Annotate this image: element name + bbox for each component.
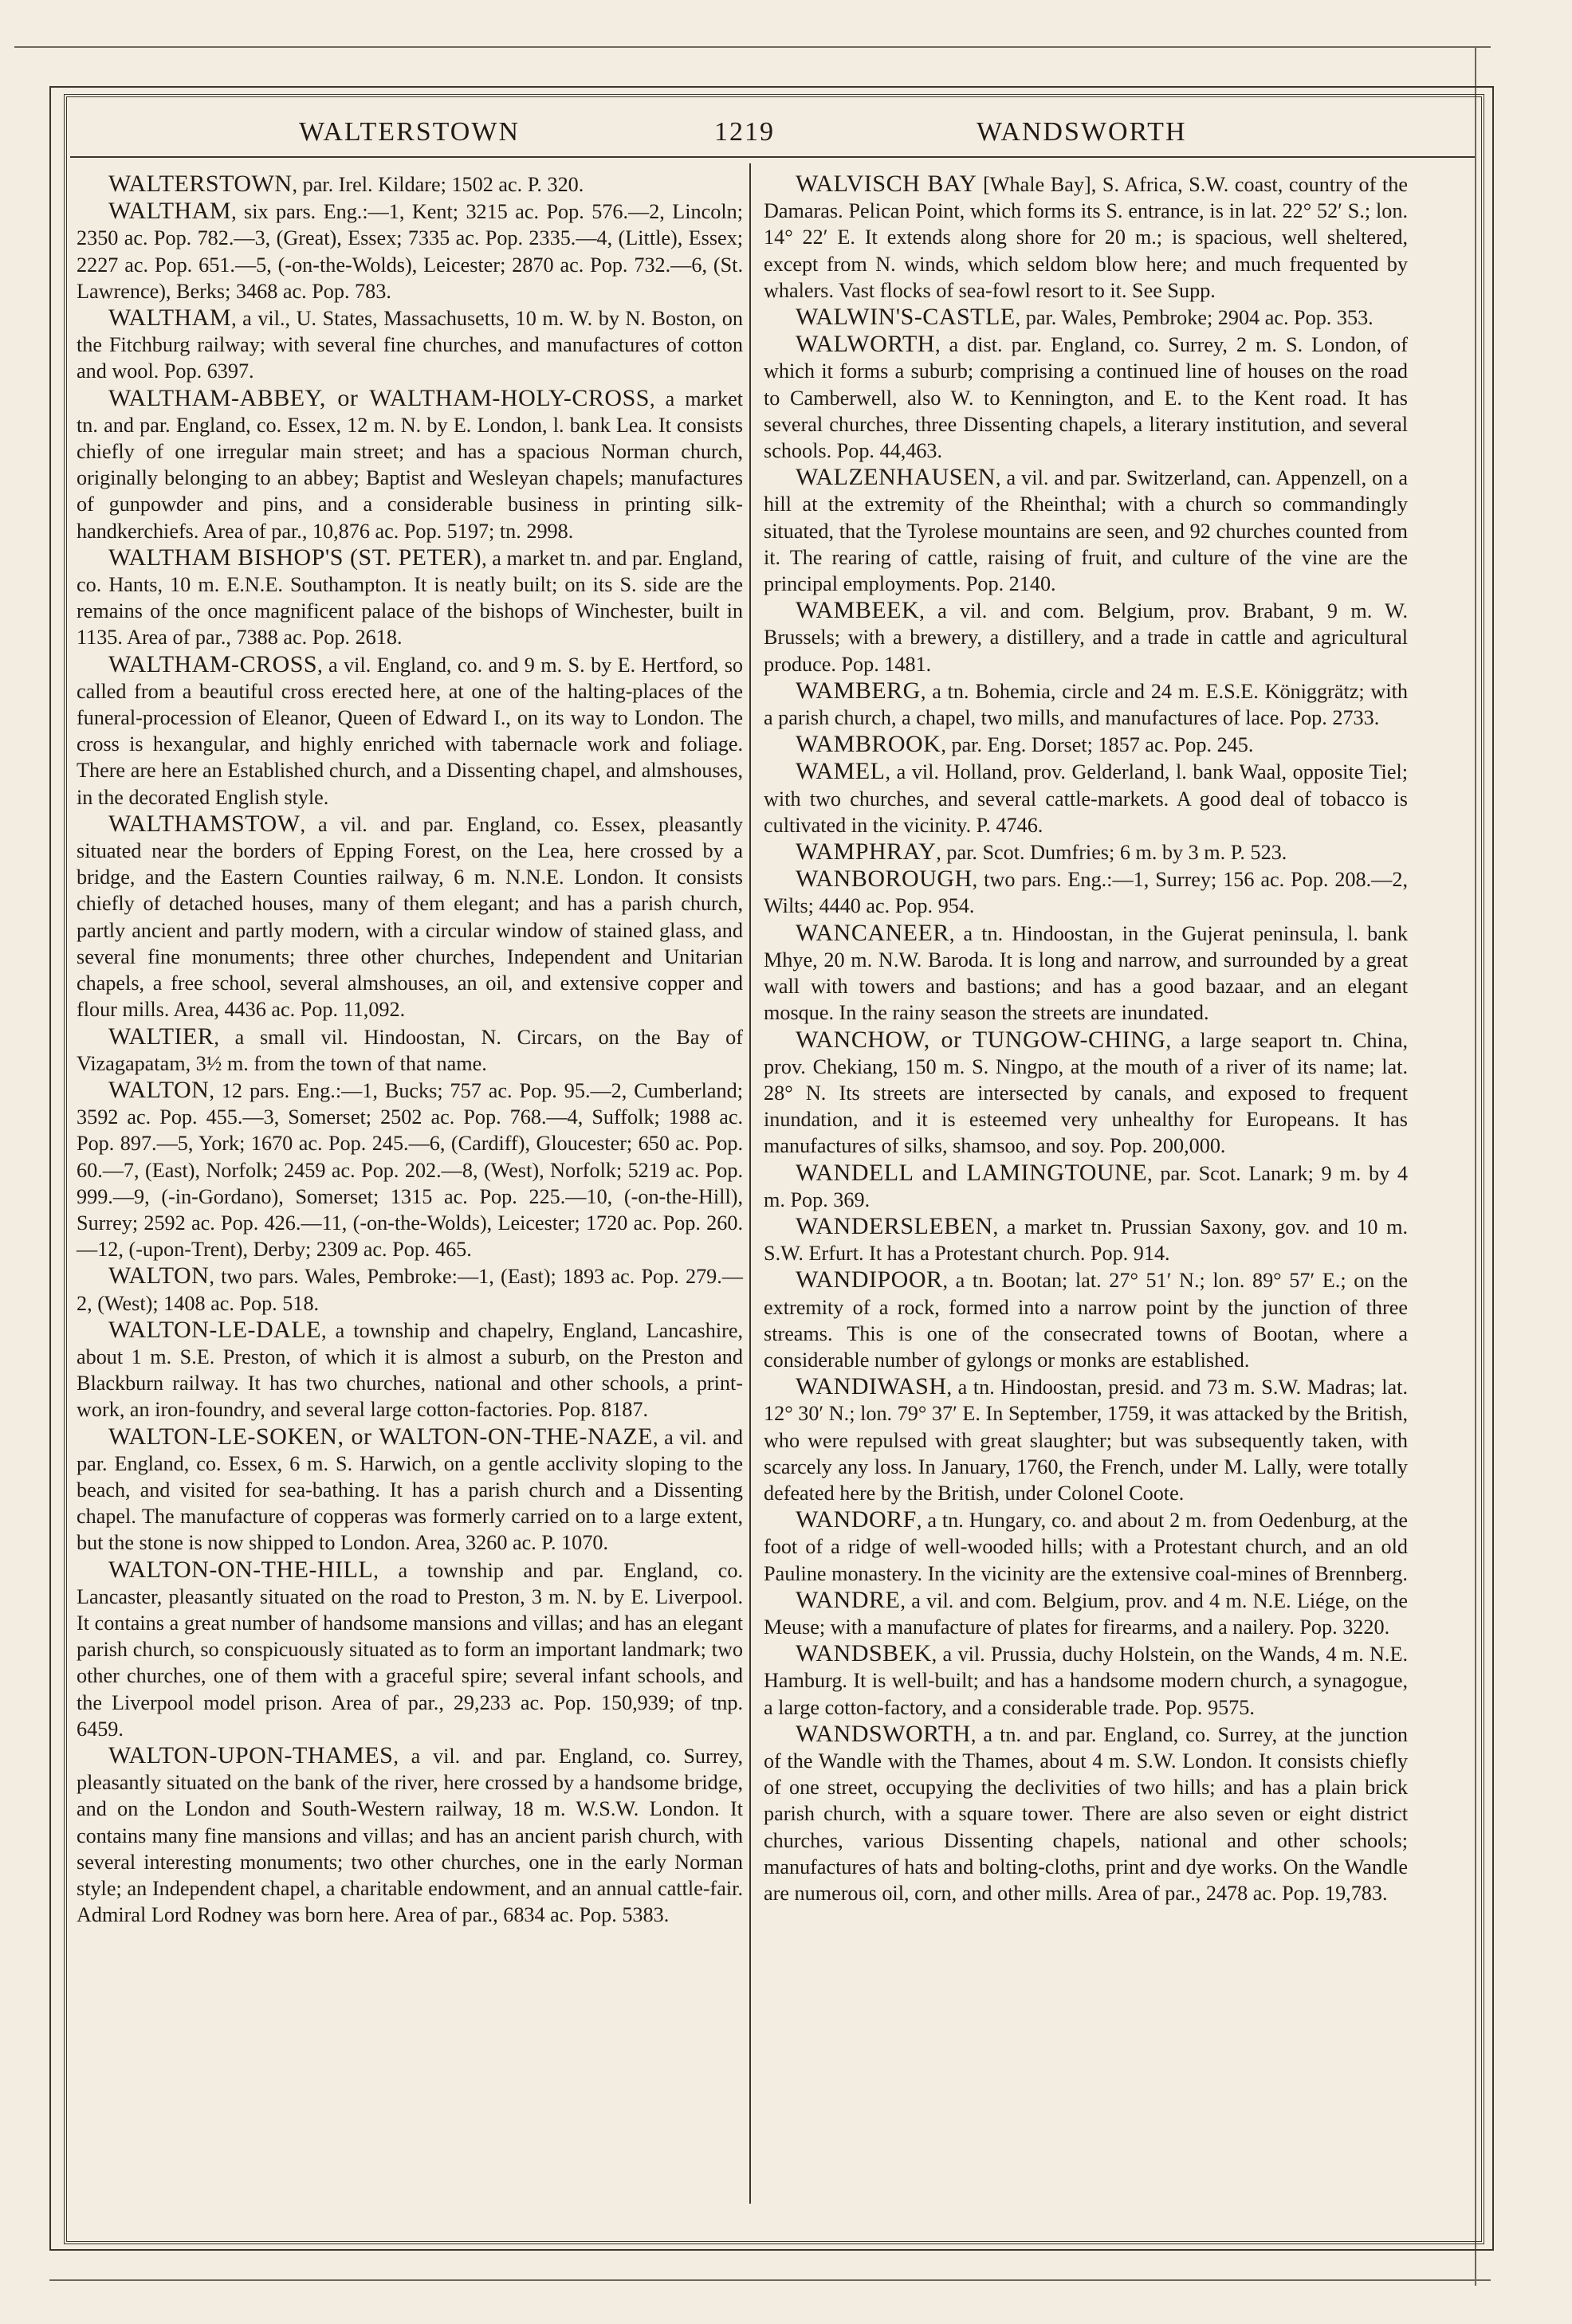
entry-text: , a tn. Bootan; lat. 27° 51′ N.; lon. 89° 57′ E.; on the extremity of a rock, formed into a narrow point by the junction of three streams. This is one of the consecrated towns of Bootan, where a considerable number of gylongs or monks are established. [764,1269,1408,1372]
gazetteer-entry [77,198,743,304]
entry-text: , a vil. and com. Belgium, prov. and 4 m. N.E. Liége, on the Meuse; with a manufacture of plates for firearms, and a nailery. Pop. 3220. [764,1588,1408,1639]
entry-headword: WALTON [108,1076,210,1103]
gazetteer-entry [764,331,1408,464]
gazetteer-entry [77,544,743,651]
gazetteer-entry [77,1077,743,1262]
entry-text: , 12 pars. Eng.:—1, Bucks; 757 ac. Pop. 95.—2, Cumberland; 3592 ac. Pop. 455.—3, Somerset; 2502 ac. Pop. 768.—4, Suffolk; 1988 ac. Pop. 897.—5, York; 1670 ac. Pop. 245.—6, (Cardiff), Gloucester; 650 ac. Pop. 60.—7, (East), Norfolk; 2459 ac. Pop. 202.—8, (West), Norfolk; 5219 ac. Pop. 999.—9, (-in-Gordano), Somerset; 1315 ac. Pop. 225.—10, (-on-the-Hill), Surrey; 2592 ac. Pop. 426.—11, (-on-the-Wolds), Leicester; 1720 ac. Pop. 260.—12, (-upon-Trent), Derby; 2309 ac. Pop. 465. [77,1078,743,1262]
entry-headword: WANCANEER [796,919,949,946]
entry-text: , par. Scot. Dumfries; 6 m. by 3 m. P. 523. [936,841,1287,865]
entry-text: , two pars. Wales, Pembroke:—1, (East); 1893 ac. Pop. 279.—2, (West); 1408 ac. Pop. 518. [77,1265,743,1315]
entry-text: , a vil. and par. Switzerland, can. Appenzell, on a hill at the extremity of the Rheinthal; with a church so commandingly situated, that the Tyrolese mountains are seen, and 92 churches counted from it. The rearing of cattle, raising of fruit, and culture of the vine are the principal employments. Pop. 2140. [764,466,1408,596]
gazetteer-entry [77,385,743,544]
entry-headword: WANDERSLEBEN [796,1212,993,1239]
entry-text: , two pars. Eng.:—1, Surrey; 156 ac. Pop. 208.—2, Wilts; 4440 ac. Pop. 954. [764,868,1408,918]
gazetteer-entry [764,1213,1408,1266]
entry-text: , a vil. and par. England, co. Surrey, pleasantly situated on the bank of the river, here crossed by a handsome bridge, and on the London and South-Western railway, 18 m. W.S.W. London. It contains many fine mansions and villas; and has an ancient parish church, with several interesting monuments; two other churches, one in the early Norman style; an Independent chapel, a charitable endowment, and an annual cattle-fair. Admiral Lord Rodney was born here. Area of par., 6834 ac. Pop. 5383. [77,1744,743,1927]
entry-headword: WANDSBEK [796,1640,932,1667]
entry-headword: WANDRE [796,1586,901,1613]
entry-text: , a vil., U. States, Massachusetts, 10 m. W. by N. Boston, on the Fitchburg railway; with several fine churches, and manufactures of cotton and wool. Pop. 6397. [77,307,743,383]
entry-text: , a vil. England, co. and 9 m. S. by E. Hertford, so called from a beautiful cross erected here, at one of the halting-places of the funeral-procession of Eleanor, Queen of Edward I., on its way to London. The cross is hexangular, and highly enriched with tabernacle work and foliage. There are here an Established church, and a Dissenting chapel, and almshouses, in the decorated English style. [77,653,743,809]
gazetteer-entry [764,920,1408,1027]
gazetteer-entry [764,1266,1408,1373]
entry-text: , a vil. Prussia, duchy Holstein, on the Wands, 4 m. N.E. Hamburg. It is well-built; and has a handsome modern church, a synagogue, a large cotton-factory, and a considerable trade. Pop. 9575. [764,1643,1408,1719]
entry-text: , a vil. and par. England, co. Essex, pleasantly situated near the borders of Epping Forest, on the Lea, here crossed by a bridge, and the Eastern Counties railway, 6 m. N.N.E. London. It consists chiefly of detached houses, many of them elegant; and has a parish church, partly ancient and partly modern, with a circular window of stained glass, and several fine monuments; three other churches, Independent and Unitarian chapels, a free school, several almshouses, an oil, and extensive copper and flour mills. Area, 4436 ac. Pop. 11,092. [77,812,743,1022]
entry-text: , a dist. par. England, co. Surrey, 2 m. S. London, of which it forms a suburb; comprising a continued line of houses on the road to Camberwell, also W. to Kennington, and E. to the Kent road. It has several churches, three Dissenting chapels, a literary institution, and several schools. Pop. 44,463. [764,333,1408,463]
entry-text: , a vil. Holland, prov. Gelderland, l. bank Waal, opposite Tiel; with two churches, and several cattle-markets. A good deal of tobacco is cultivated in the vicinity. P. 4746. [764,760,1408,837]
gazetteer-entry [764,1587,1408,1640]
entry-text: , a tn. Hungary, co. and about 2 m. from Oedenburg, at the foot of a ridge of well-wooded hills; with a Protestant church, and an old Pauline monastery. In the vicinity are the extensive coal-mines of Brennberg. [764,1509,1408,1585]
page-edge-rule-bottom [49,2279,1491,2281]
gazetteer-entry [77,304,743,385]
gazetteer-entry [77,1557,743,1742]
entry-text: [Whale Bay], S. Africa, S.W. coast, country of the Damaras. Pelican Point, which forms its S. entrance, is in lat. 22° 52′ S.; lon. 14° 22′ E. It extends along shore for 20 m.; is spacious, well sheltered, except from N. winds, which seldom blow here; and much frequented by whalers. Vast flocks of sea-fowl resort to it. See Supp. [764,173,1409,302]
entry-headword: WAMPHRAY [796,838,937,866]
gazetteer-entry [77,651,743,811]
entry-headword: WALTERSTOWN [108,171,293,197]
entry-headword: WALTHAM-ABBEY, or WALTHAM-HOLY-CROSS [108,384,650,411]
entry-text: , par. Scot. Lanark; 9 m. by 4 m. Pop. 369. [764,1161,1408,1211]
entry-text: , a market tn. and par. England, co. Essex, 12 m. N. by E. London, l. bank Lea. It consists chiefly of one irregular main street; and has a spacious Norman church, originally belonging to an abbey; Baptist and Wesleyan chapels; manufactures of gunpowder and pins, and a considerable business in printing silk-handkerchiefs. Area of par., 10,876 ac. Pop. 5197; tn. 2998. [77,387,743,543]
entry-text: , a market tn. Prussian Saxony, gov. and 10 m. S.W. Erfurt. It has a Protestant church. Pop. 914. [764,1215,1408,1266]
gazetteer-entry [77,1262,743,1316]
right-column [764,171,1408,1906]
gazetteer-entry [764,464,1408,597]
entry-headword: WALWORTH [796,331,935,358]
header-rule [70,156,1475,158]
entry-headword: WALTHAM [108,198,232,225]
entry-text: , a township and chapelry, England, Lancashire, about 1 m. S.E. Preston, of which it is almost a suburb, on the Preston and Blackburn railway. It has two churches, national and other schools, a print-work, an iron-foundry, and several large cotton-factories. Pop. 8187. [77,1318,743,1422]
gazetteer-entry [764,1160,1408,1213]
gazetteer-entry [764,866,1408,919]
entry-headword: WANDIPOOR [796,1266,943,1294]
entry-text: , a tn. Bohemia, circle and 24 m. E.S.E. Königgrätz; with a parish church, a chapel, two mills, and manufactures of lace. Pop. 2733. [764,679,1408,730]
gazetteer-entry [764,1373,1408,1506]
gazetteer-entry [764,1027,1408,1160]
gazetteer-entry [764,597,1408,677]
gazetteer-entry [764,1721,1408,1906]
gazetteer-entry [764,304,1408,331]
entry-headword: WANDSWORTH [796,1720,971,1747]
entry-text: , a tn. Hindoostan, presid. and 73 m. S.W. Madras; lat. 12° 30′ N.; lon. 79° 37′ E. In September, 1759, it was attacked by the British, who were repulsed with great slaughter; but was subsequently taken, with scarcely any loss. In January, 1760, the French, under M. Lally, were totally defeated here by the British, under Colonel Coote. [764,1376,1408,1505]
entry-headword: WANCHOW, or TUNGOW-CHING [796,1026,1166,1053]
entry-text: , a tn. and par. England, co. Surrey, at the junction of the Wandle with the Thames, about 4 m. S.W. London. It consists chiefly of one street, occupying the declivities of two hills; and has a plain brick parish church, with a square tower. There are also seven or eight district churches, various Dissenting chapels, national and other schools; manufactures of hats and bolting-cloths, print and dye works. On the Wandle are numerous oil, corn, and other mills. Area of par., 2478 ac. Pop. 19,783. [764,1722,1408,1905]
entry-text: , a market tn. and par. England, co. Hants, 10 m. E.N.E. Southampton. It is neatly built; on its S. side are the remains of the once magnificent palace of the bishops of Winchester, built in 1135. Area of par., 7388 ac. Pop. 2618. [77,546,743,650]
page-edge-rule-top [14,46,1491,48]
entry-text: , a tn. Hindoostan, in the Gujerat peninsula, l. bank Mhye, 20 m. N.W. Baroda. It is long and narrow, and surrounded by a great wall with towers and bastions; and has a good bazaar, and an elegant mosque. In the rainy season the streets are inundated. [764,921,1408,1025]
entry-headword: WALZENHAUSEN [796,464,996,491]
entry-text: , par. Wales, Pembroke; 2904 ac. Pop. 353. [1015,306,1374,330]
header-left-guide-word: WALTERSTOWN [299,117,520,147]
entry-headword: WALTHAMSTOW [108,810,301,837]
gazetteer-entry [77,1742,743,1928]
entry-headword: WALTON-UPON-THAMES [108,1741,394,1769]
gazetteer-entry [77,1023,743,1077]
entry-headword: WANDELL and LAMINGTOUNE [796,1159,1148,1186]
gazetteer-entry [764,758,1408,838]
entry-text: , a vil. and par. England, co. Essex, 6 m. S. Harwich, on a gentle acclivity sloping to the beach, and visited for sea-bathing. It has a parish church and a Dissenting chapel. The manufacture of copperas was formerly carried on to a large extent, but the stone is now shipped to London. Area, 3260 ac. P. 1070. [77,1425,743,1555]
entry-headword: WALTHAM BISHOP'S (ST. PETER) [108,544,482,571]
header-right-guide-word: WANDSWORTH [977,117,1187,147]
gazetteer-entry [764,677,1408,731]
entry-text: , par. Irel. Kildare; 1502 ac. P. 320. [292,173,584,196]
running-header [128,108,1435,155]
entry-headword: WAMBEEK [796,597,920,624]
entry-headword: WALTON-ON-THE-HILL [108,1556,374,1583]
entry-text: , a township and par. England, co. Lancaster, pleasantly situated on the road to Preston, 3 m. N. by E. Liverpool. It contains a great number of handsome mansions and villas; and has an elegant parish church, so conspicuously situated as to form an important landmark; two other churches, one of them with a graceful spire; several infant schools, and the Liverpool model prison. Area of par., 29,233 ac. Pop. 150,939; of tnp. 6459. [77,1558,743,1741]
entry-headword: WALTON [108,1262,210,1290]
gazetteer-entry [764,171,1408,304]
entry-headword: WANBOROUGH [796,866,973,893]
entry-headword: WANDORF [796,1506,917,1533]
entry-text: , a vil. and com. Belgium, prov. Brabant, 9 m. W. Brussels; with a brewery, a distillery, and a trade in cattle and agricultural produce. Pop. 1481. [764,599,1408,676]
entry-headword: WALWIN'S-CASTLE [796,304,1016,331]
entry-text: , six pars. Eng.:—1, Kent; 3215 ac. Pop. 576.—2, Lincoln; 2350 ac. Pop. 782.—3, (Great), Essex; 7335 ac. Pop. 2335.—4, (Little), Essex; 2227 ac. Pop. 651.—5, (-on-the-Wolds), Leicester; 2870 ac. Pop. 732.—6, (St. Lawrence), Berks; 3468 ac. Pop. 783. [77,200,743,303]
entry-headword: WALTIER [108,1023,214,1050]
entry-headword: WALTHAM [108,304,232,332]
page-number: 1219 [714,117,775,147]
entry-headword: WAMBROOK [796,731,941,758]
gazetteer-entry [764,1640,1408,1721]
entry-headword: WAMBERG [796,677,921,704]
column-divider [749,163,751,2204]
gazetteer-entry [77,1317,743,1423]
entry-headword: WALVISCH BAY [796,171,977,197]
entry-headword: WALTON-LE-SOKEN, or WALTON-ON-THE-NAZE [108,1423,653,1450]
gazetteer-entry [77,171,743,198]
left-column [77,171,743,1928]
entry-headword: WAMEL [796,758,886,785]
entry-headword: WANDIWASH [796,1373,947,1400]
gazetteer-entry [77,1423,743,1557]
entry-text: , a small vil. Hindoostan, N. Circars, on the Bay of Vizagapatam, 3½ m. from the town of that name. [77,1025,743,1075]
entry-text: , a large seaport tn. China, prov. Chekiang, 150 m. S. Ningpo, at the mouth of a river of its name; lat. 28° N. Its streets are intersected by canals, and exposed to frequent inundation, and it is esteemed very unhealthy for Europeans. It has manufactures of silks, shamsoo, and soy. Pop. 200,000. [764,1028,1408,1158]
entry-text: , par. Eng. Dorset; 1857 ac. Pop. 245. [941,733,1254,757]
gazetteer-entry [764,731,1408,758]
entry-headword: WALTON-LE-DALE [108,1316,321,1343]
entry-headword: WALTHAM-CROSS [108,650,318,677]
gazetteer-entry [764,1506,1408,1587]
gazetteer-entry [77,811,743,1023]
gazetteer-entry [764,838,1408,866]
